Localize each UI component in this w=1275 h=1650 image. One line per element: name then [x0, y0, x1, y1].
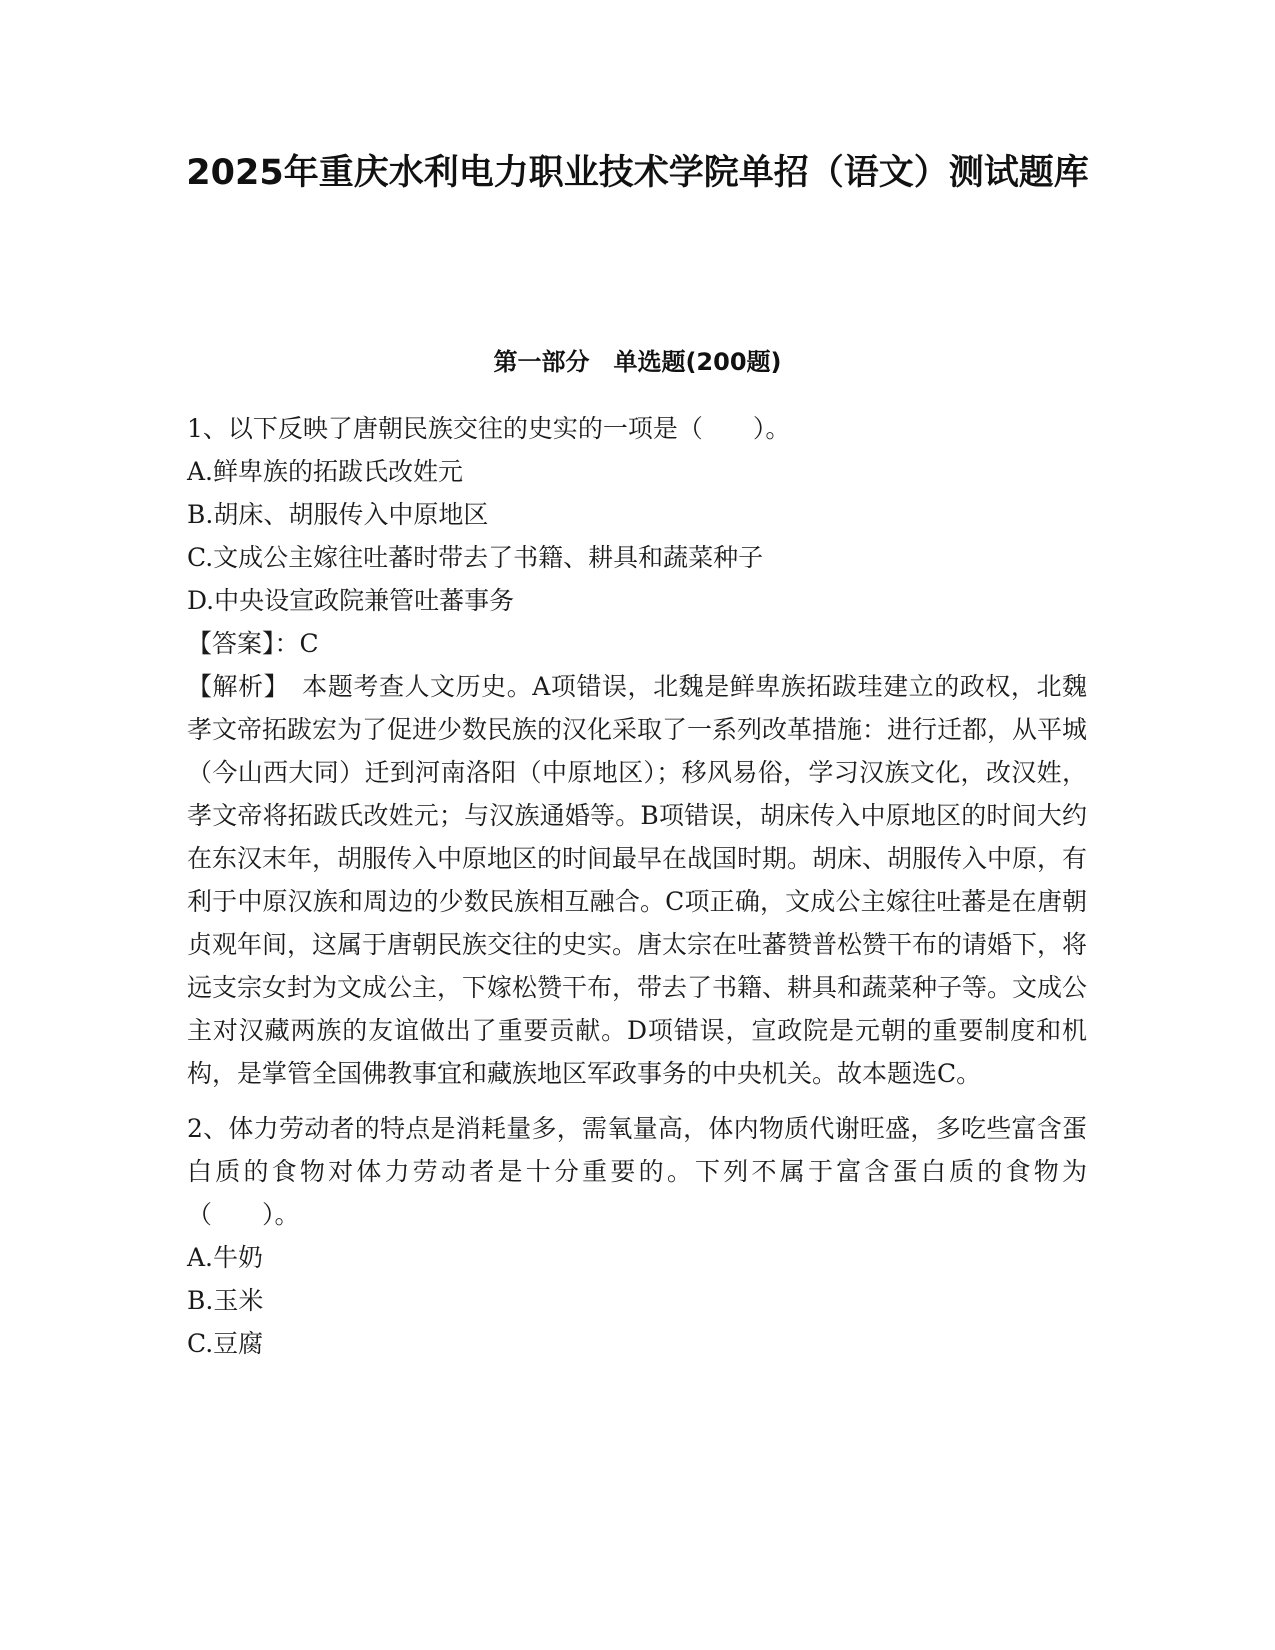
question-separator	[187, 1095, 1087, 1107]
question-list	[187, 407, 1087, 1365]
option-b: B.玉米	[187, 1286, 264, 1315]
option-a: A.牛奶	[187, 1243, 264, 1272]
question-1	[187, 407, 1087, 1095]
option-d: D.中央设宣政院兼管吐蕃事务	[187, 586, 515, 615]
option-b: B.胡床、胡服传入中原地区	[187, 500, 489, 529]
question-2	[187, 1107, 1087, 1365]
answer: 【答案】：C	[187, 629, 319, 658]
option-c: C.文成公主嫁往吐蕃时带去了书籍、耕具和蔬菜种子	[187, 543, 764, 572]
option-c: C.豆腐	[187, 1329, 264, 1358]
option-a: A.鲜卑族的拓跋氏改姓元	[187, 457, 464, 486]
section-title: 第一部分 单选题(200题)	[493, 348, 782, 376]
question-stem: 2、体力劳动者的特点是消耗量多，需氧量高，体内物质代谢旺盛，多吃些富含蛋白质的食物对体力劳动者是十分重要的。下列不属于富含蛋白质的食物为（ ）。	[187, 1114, 1087, 1229]
analysis: 【解析】 本题考查人文历史。A项错误，北魏是鲜卑族拓跋珪建立的政权，北魏孝文帝拓跋宏为了促进少数民族的汉化采取了一系列改革措施：进行迁都，从平城（今山西大同）迁到河南洛阳（中原地区）；移风易俗，学习汉族文化，改汉姓，孝文帝将拓跋氏改姓元；与汉族通婚等。B项错误，胡床传入中原地区的时间大约在东汉末年，胡服传入中原地区的时间最早在战国时期。胡床、胡服传入中原，有利于中原汉族和周边的少数民族相互融合。C项正确，文成公主嫁往吐蕃是在唐朝贞观年间，这属于唐朝民族交往的史实。唐太宗在吐蕃赞普松赞干布的请婚下，将远支宗女封为文成公主，下嫁松赞干布，带去了书籍、耕具和蔬菜种子等。文成公主对汉藏两族的友谊做出了重要贡献。D项错误，宣政院是元朝的重要制度和机构，是掌管全国佛教事宜和藏族地区军政事务的中央机关。故本题选C。	[187, 672, 1088, 1088]
question-stem: 1、以下反映了唐朝民族交往的史实的一项是（ ）。	[187, 414, 791, 443]
document-title: 2025年重庆水利电力职业技术学院单招（语文）测试题库	[186, 153, 1089, 193]
